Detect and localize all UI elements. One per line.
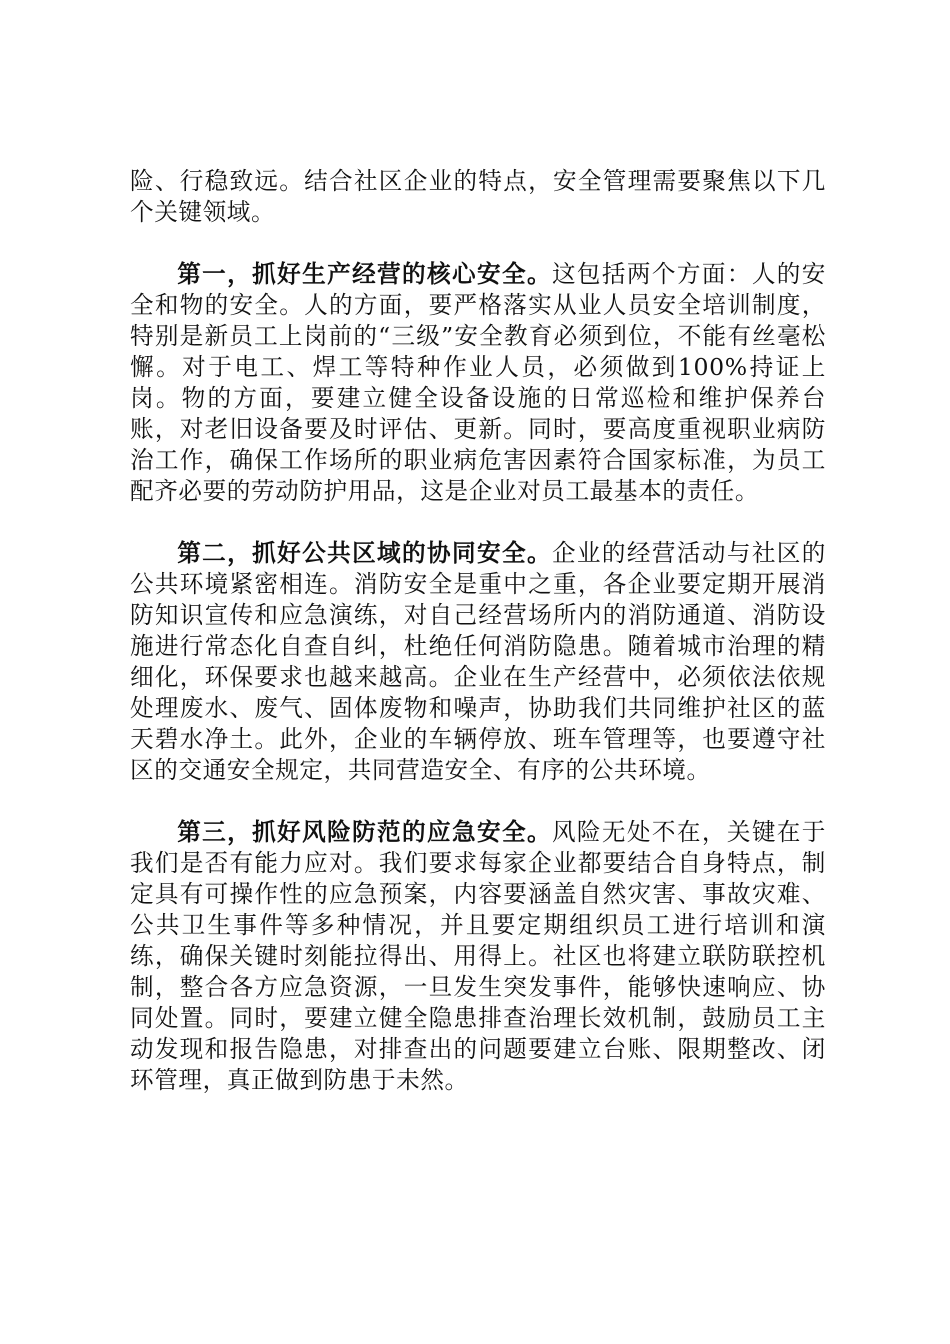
paragraph-third [130, 817, 826, 1096]
paragraph-heading: 第二，抓好公共区域的协同安全。 [177, 539, 552, 567]
paragraph-text: 风险无处不在，关键在于我们是否有能力应对。我们要求每家企业都要结合自身特点，制定具有可操作性的应急预案，内容要涵盖自然灾害、事故灾难、公共卫生事件等多种情况，并且要定期组织员工进行培训和演练，确保关键时刻能拉得出、用得上。社区也将建立联防联控机制，整合各方应急资源，一旦发生突发事件，能够快速响应、协同处置。同时，要建立健全隐患排查治理长效机制，鼓励员工主动发现和报告隐患，对排查出的问题要建立台账、限期整改、闭环管理，真正做到防患于未然。 [130, 818, 826, 1094]
paragraph-heading: 第三，抓好风险防范的应急安全。 [177, 818, 552, 846]
paragraph-text: 企业的经营活动与社区的公共环境紧密相连。消防安全是重中之重，各企业要定期开展消防知识宣传和应急演练，对自己经营场所内的消防通道、消防设施进行常态化自查自纠，杜绝任何消防隐患。随着城市治理的精细化，环保要求也越来越高。企业在生产经营中，必须依法依规处理废水、废气、固体废物和噪声，协助我们共同维护社区的蓝天碧水净土。此外，企业的车辆停放、班车管理等，也要遵守社区的交通安全规定，共同营造安全、有序的公共环境。 [130, 539, 826, 784]
paragraph-text: 这包括两个方面：人的安全和物的安全。人的方面，要严格落实从业人员安全培训制度，特别是新员工上岗前的“三级”安全教育必须到位，不能有丝毫松懈。对于电工、焊工等特种作业人员，必须做到100%持证上岗。物的方面，要建立健全设备设施的日常巡检和维护保养台账，对老旧设备要及时评估、更新。同时，要高度重视职业病防治工作，确保工作场所的职业病危害因素符合国家标准，为员工配齐必要的劳动防护用品，这是企业对员工最基本的责任。 [130, 260, 826, 505]
document-body [130, 166, 826, 1127]
paragraph-text: 险、行稳致远。结合社区企业的特点，安全管理需要聚焦以下几个关键领域。 [130, 167, 826, 226]
paragraph-intro [130, 166, 826, 228]
paragraph-second [130, 538, 826, 786]
paragraph-first [130, 259, 826, 507]
paragraph-heading: 第一，抓好生产经营的核心安全。 [177, 260, 552, 288]
